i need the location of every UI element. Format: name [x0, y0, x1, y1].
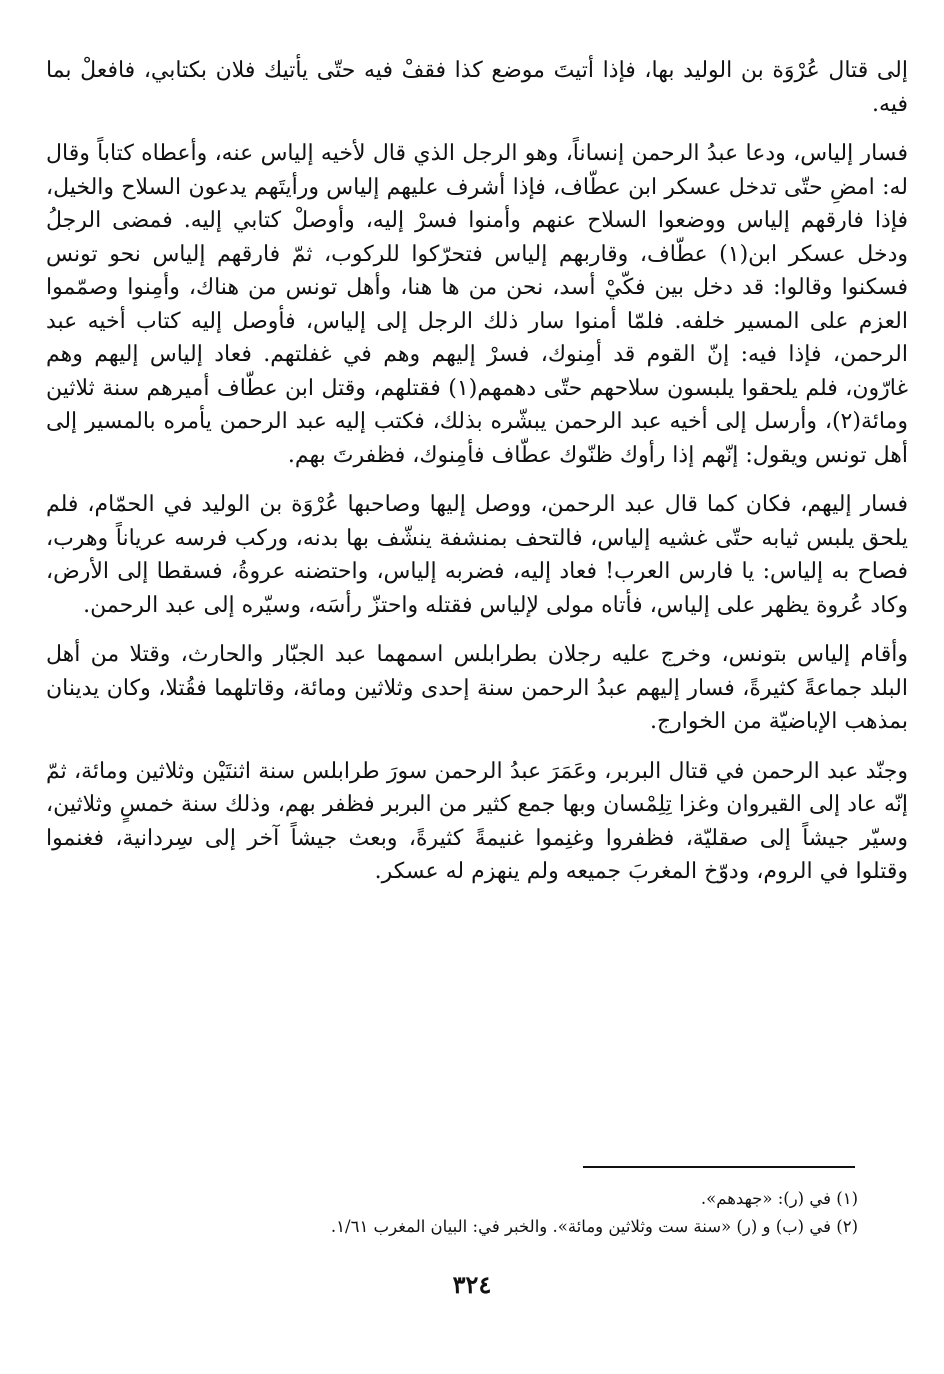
paragraph-5: وجنّد عبد الرحمن في قتال البربر، وعَمَرَ عبدُ الرحمن سورَ طرابلس سنة اثنتَيْن وثلاثين ومائة، ثمّ إنّه عاد إلى القيروان وغزا تِلِمْسان وبها جمع كثير من البربر فظفر بهم، وذلك سنة خمسٍ وثلاثين، وسيّر جيشاً إلى صقليّة، فظفروا وغنِموا غنيمةً كثيرةً، وبعث جيشاً آخر إلى سِردانية، فغنموا وقتلوا في الروم، ودوّخ المغربَ جميعه ولم ينهزم له عسكر.	[46, 758, 908, 884]
paragraph-4: وأقام إلياس بتونس، وخرج عليه رجلان بطرابلس اسمهما عبد الجبّار والحارث، وقتلا من أهل البلد جماعةً كثيرةً، فسار إليهم عبدُ الرحمن سنة إحدى وثلاثين ومائة، وقاتلهما فقُتلا، وكان يدينان بمذهب الإباضيّة من الخوارج.	[46, 642, 908, 734]
footnote-2: (٢) في (ب) و (ر) «سنة ست وثلاثين ومائة». والخبر في: البيان المغرب ١/٦١.	[330, 1217, 858, 1236]
paragraph-3: فسار إليهم، فكان كما قال عبد الرحمن، ووصل إليها وصاحبها عُرْوَة بن الوليد في الحمّام، فلم يلحق يلبس ثيابه حتّى غشيه إلياس، فالتحف بمنشفة ينشّف بها بدنه، وركب فرسه عرياناً وهرب، فصاح به إلياس: يا فارس العرب! فعاد إليه، فضربه إلياس، واحتضنه عروةُ، فسقطا إلى الأرض، وكاد عُروة يظهر على إلياس، فأتاه مولى لإلياس فقتله واحتزّ رأسَه، وسيّره إلى عبد الرحمن.	[46, 492, 908, 618]
main-text	[46, 54, 908, 905]
footnote-divider	[583, 1166, 855, 1168]
footnotes	[120, 1185, 858, 1241]
footnote-1: (١) في (ر): «جهدهم».	[700, 1189, 858, 1208]
page-number: ٣٢٤	[452, 1270, 492, 1299]
paragraph-2: فسار إلياس، ودعا عبدُ الرحمن إنساناً، وهو الرجل الذي قال لأخيه إلياس عنه، وأعطاه كتاباً وقال له: امضِ حتّى تدخل عسكر ابن عطّاف، فإذا أشرف عليهم إلياس ورأيتَهم يدعون السلاح والخيل، فإذا فارقهم إلياس ووضعوا السلاح عنهم وأمنوا فسرْ إليه، وأوصلْ كتابي إليه. فمضى الرجلُ ودخل عسكر ابن(١) عطّاف، وقاربهم إلياس فتحرّكوا للركوب، ثمّ فارقهم إلياس نحو تونس فسكنوا وقالوا: قد دخل بين فكّيْ أسد، نحن من ها هنا، وأهل تونس من هناك، وأمِنوا وصمّموا العزم على المسير خلفه. فلمّا أمنوا سار ذلك الرجل إلى إلياس، فأوصل إليه كتاب أخيه عبد الرحمن، فإذا فيه: إنّ القوم قد أمِنوك، فسرْ إليهم وهم في غفلتهم. فعاد إلياس إليهم وهم غارّون، فلم يلحقوا يلبسون سلاحهم حتّى دهمهم(١) فقتلهم، وقتل ابن عطّاف أميرهم سنة ثلاثين ومائة(٢)، وأرسل إلى أخيه عبد الرحمن يبشّره بذلك، فكتب إليه عبد الرحمن يأمره بالمسير إلى أهل تونس ويقول: إنّهم إذا رأوك ظنّوك عطّاف فأمِنوك، فظفرتَ بهم.	[46, 141, 908, 468]
paragraph-1: إلى قتال عُرْوَة بن الوليد بها، فإذا أتيتَ موضع كذا فقفْ فيه حتّى يأتيك فلان بكتابي، فافعلْ بما فيه.	[46, 58, 908, 117]
